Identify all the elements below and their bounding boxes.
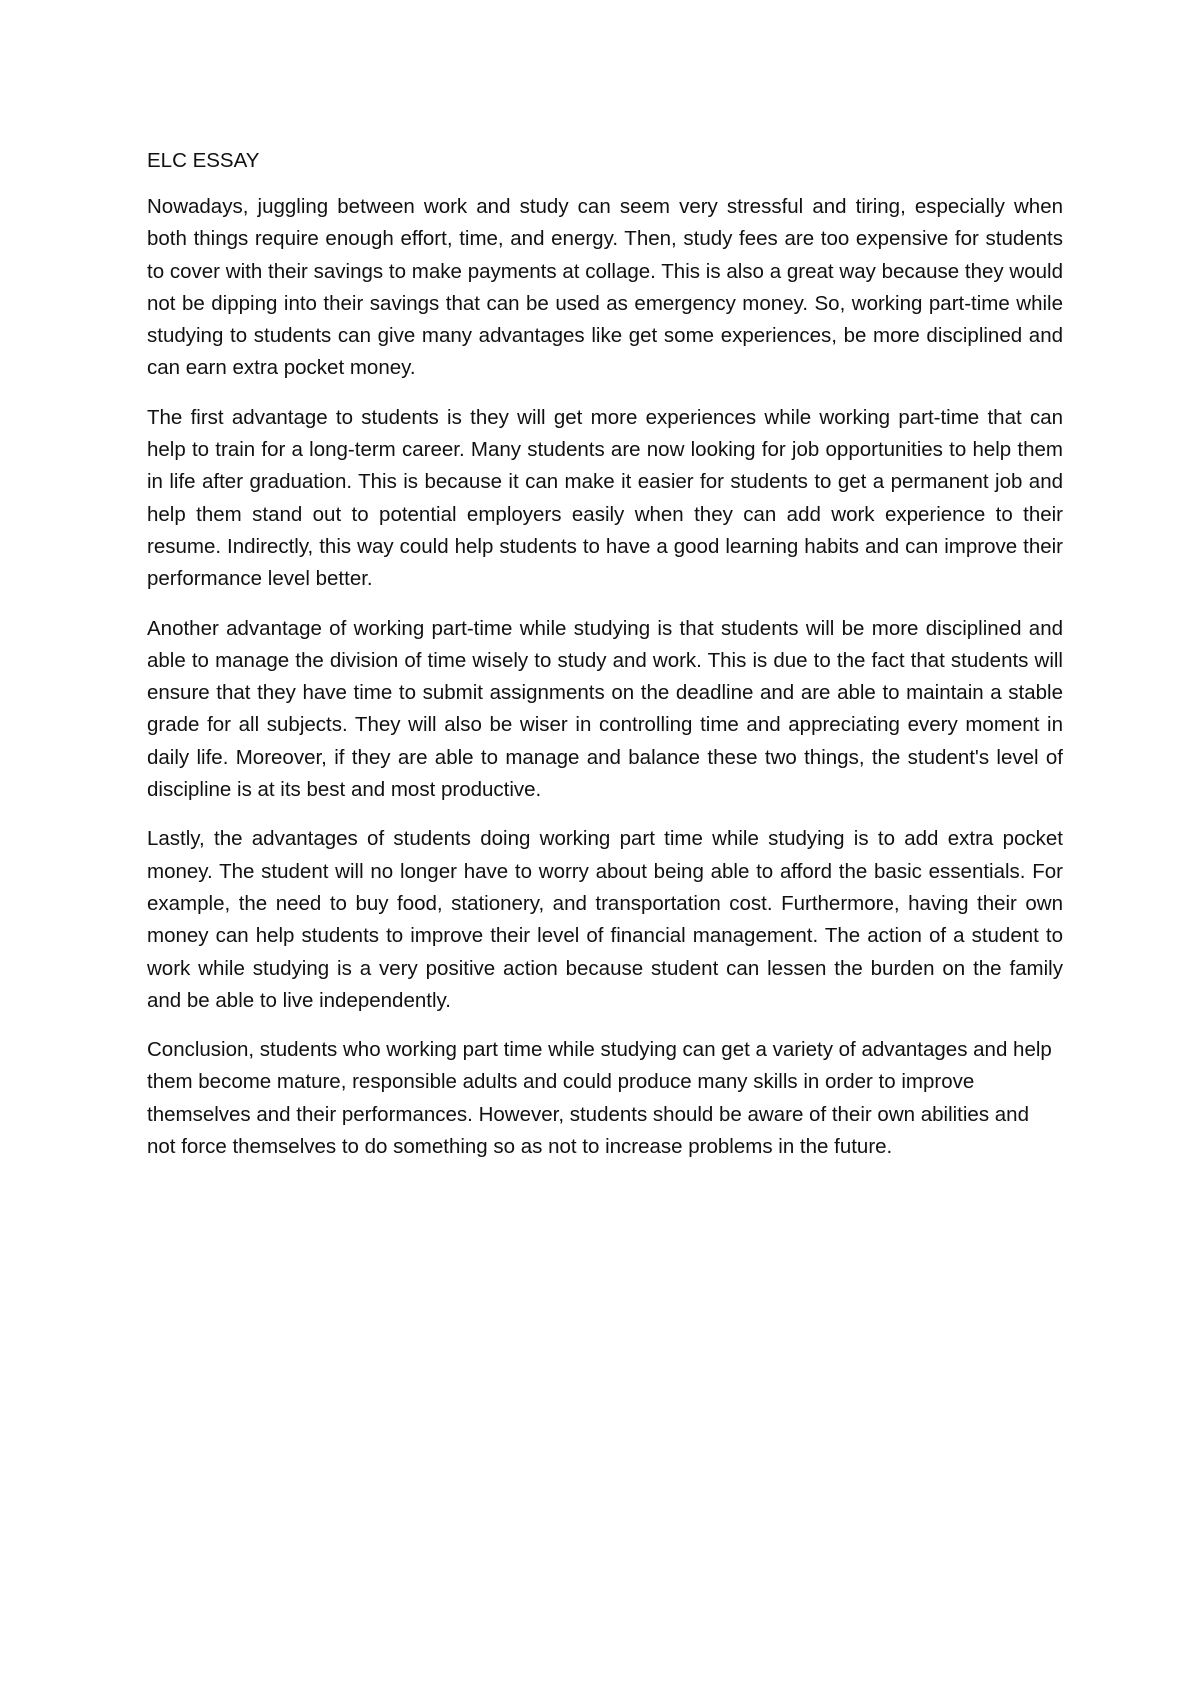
paragraph-third-advantage: Lastly, the advantages of students doing working part time while studying is to add extra pocket money. The student will no longer have to worry about being able to afford the basic essentials. For example, the need to buy food, stationery, and transportation cost. Furthermore, having their own money can help students to improve their level of financial management. The action of a student to work while studying is a very positive action because student can lessen the burden on the family and be able to live independently.	[147, 827, 1063, 1012]
paragraph-first-advantage: The first advantage to students is they will get more experiences while working part-time that can help to train for a long-term career. Many students are now looking for job opportunities to help them in life after graduation. This is because it can make it easier for students to get a permanent job and help them stand out to potential employers easily when they can add work experience to their resume. Indirectly, this way could help students to have a good learning habits and can improve their performance level better.	[147, 405, 1063, 591]
paragraph-second-advantage: Another advantage of working part-time while studying is that students will be more disciplined and able to manage the division of time wisely to study and work. This is due to the fact that students will ensure that they have time to submit assignments on the deadline and are able to maintain a stable grade for all subjects. They will also be wiser in controlling time and appreciating every moment in daily life. Moreover, if they are able to manage and balance these two things, the student's level of discipline is at its best and most productive.	[147, 616, 1063, 802]
paragraph-introduction: Nowadays, juggling between work and study can seem very stressful and tiring, especially when both things require enough effort, time, and energy. Then, study fees are too expensive for students to cover with their savings to make payments at collage. This is also a great way because they would not be dipping into their savings that can be used as emergency money. So, working part-time while studying to students can give many advantages like get some experiences, be more disciplined and can earn extra pocket money.	[147, 195, 1063, 380]
document-title: ELC ESSAY	[147, 149, 260, 172]
document-body	[147, 149, 1063, 1180]
paragraph-conclusion: Conclusion, students who working part time while studying can get a variety of advantages and help them become mature, responsible adults and could produce many skills in order to improve themselves and their performances. However, students should be aware of their own abilities and not force themselves to do something so as not to increase problems in the future.	[147, 1038, 1052, 1159]
